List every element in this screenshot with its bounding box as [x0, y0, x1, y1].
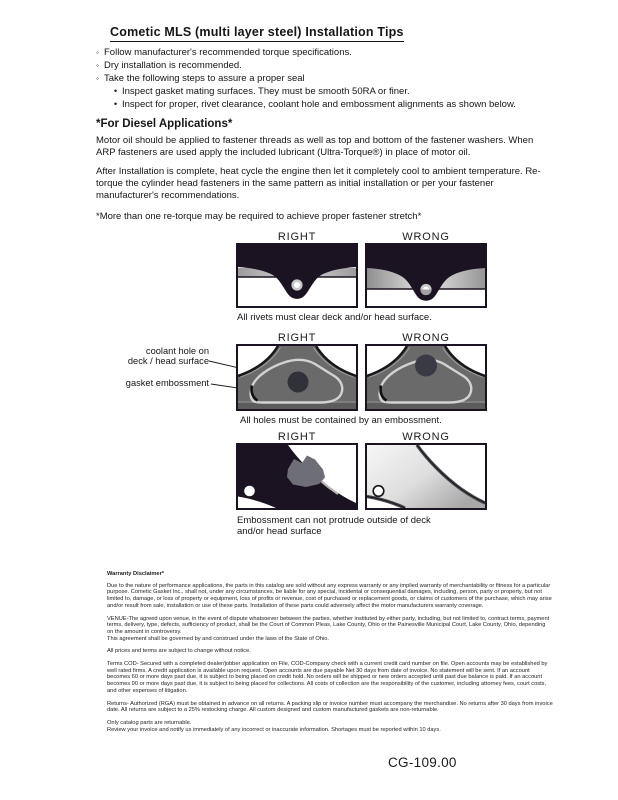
deck-bottom-band — [367, 403, 485, 410]
row3-caption-line2: and/or head surface — [237, 526, 322, 537]
row3-caption-line1: Embossment can not protrude outside of deck — [237, 515, 431, 526]
diesel-heading: *For Diesel Applications* — [96, 118, 233, 130]
disclaimer-paragraph: Due to the nature of performance applications, the parts in this catalog are sold without any express warranty or any implied warranty of merchantability or fitness for a particular purpose. Cometic Gasket Inc., shall not, under any circumstances, be liable for any special, incidental or consequential damages, including, person, party or property, but not limited to, damage, or loss of property or equipment, loss of profits or revenue, cost of purchased or replacement goods, or claims of customers of the purchase, which may arise and/or result from sale, installation or use of these parts. Installation of these parts could adversely affect the motor manufacturers warranty coverage. — [107, 582, 552, 609]
warranty-disclaimer — [107, 571, 553, 733]
bullet-icon: ◦ — [96, 48, 99, 57]
rivet-center-icon — [294, 282, 300, 288]
bolt-hole — [244, 486, 255, 497]
disclaimer-paragraph: This agreement shall be governed by and construed under the laws of the State of Ohio. — [107, 635, 329, 642]
tip-text: Follow manufacturer's recommended torque specifications. — [104, 47, 352, 58]
tip-text: Take the following steps to assure a proper seal — [104, 73, 305, 84]
callout-line: gasket embossment — [125, 378, 209, 388]
tip-text: Inspect gasket mating surfaces. They must be smooth 50RA or finer. — [122, 86, 410, 97]
tip-bullet — [96, 72, 558, 85]
bolt-hole — [373, 486, 384, 497]
diesel-paragraph-2: After Installation is complete, heat cycle the engine then let it completely cool to ambient temperature. Re-torque the cylinder head fasteners in the same pattern as initial installation or per your fastener manufacturer's recommendations. — [96, 166, 541, 201]
rivet-wrong-drawing — [365, 243, 487, 308]
dot-bullet-icon: • — [114, 86, 118, 96]
embossment-wrong-drawing — [365, 344, 487, 411]
right-label: RIGHT — [277, 332, 317, 344]
disclaimer-paragraph: Review your invoice and notify us immediately of any incorrect or inaccurate information. Shortages must be reported within 10 days. — [107, 726, 441, 733]
callout-line: coolant hole on — [145, 346, 209, 356]
tip-text: Dry installation is recommended. — [104, 60, 242, 71]
bullet-icon: ◦ — [96, 74, 99, 83]
wrong-label: WRONG — [402, 431, 450, 443]
figure-rivet-wrong — [365, 231, 487, 308]
protrusion-wrong-drawing — [365, 443, 487, 510]
right-label: RIGHT — [277, 431, 317, 443]
figure-embossment-wrong — [365, 332, 487, 411]
protrusion-right-drawing — [236, 443, 358, 510]
disclaimer-paragraph: Terms COD- Secured with a completed dealer/jobber application on File, COD-Company check with a current credit card number on file. Open accounts may be established by well rated firms. A credit application is available upon request. Open accounts are due payable Net 30 days from date of invoice. No statement will be sent. If an account becomes 60 or more days past due, it is subject to being placed on credit hold. No orders will be shipped or new orders accepted until past due balance is paid. If an account becomes 90 or more days past due, it is subject to being placed for collections. All costs of collection are the responsibility of the customer, including attorney fees, court costs, and other expenses of litigation. — [107, 661, 548, 694]
coolant-hole-misaligned — [415, 355, 437, 377]
figure-embossment-right — [236, 332, 358, 411]
tip-bullet — [96, 46, 558, 59]
intro-section — [96, 46, 558, 223]
disclaimer-paragraph: VENUE-The agreed upon venue, in the event of dispute whatsoever between the parties, whether instituted by either party, including, but not limited to, contract terms, payment terms, delivery, type, defects, sufficiency of product, shall be the Court of Common Pleas, Lake County, Ohio or the Painesville Municipal Court, Lake County, Ohio, depending on the amount in controversy. — [107, 615, 550, 635]
gasket-embossment-callout — [109, 378, 209, 388]
embossment-right-drawing — [236, 344, 358, 411]
row1-caption: All rivets must clear deck and/or head surface. — [237, 312, 432, 323]
bullet-icon: ◦ — [96, 61, 99, 70]
disclaimer-paragraph: All prices and terms are subject to change without notice. — [107, 648, 251, 655]
tip-text: Inspect for proper, rivet clearance, coolant hole and embossment alignments as shown below. — [122, 99, 516, 110]
figure-protrusion-wrong — [365, 431, 487, 510]
tip-sub-bullet — [96, 98, 558, 111]
diesel-paragraph-1: Motor oil should be applied to fastener threads as well as top and bottom of the fastener washers. When ARP fasteners are used apply the included lubricant (Ultra-Torque®) in place of motor oil. — [96, 135, 534, 158]
disclaimer-paragraph: Returns- Authorized (RGA) must be obtained in advance on all returns. A packing slip or invoice number must accompany the merchandise. No returns after 30 days from invoice date. All returns are subject to a 25% restocking charge. All custom designed and custom manufactured gaskets are non-returnable. — [107, 700, 553, 714]
disclaimer-heading: Warranty Disclaimer* — [107, 571, 165, 577]
tip-sub-bullet — [96, 85, 558, 98]
page-title: Cometic MLS (multi layer steel) Installation Tips — [110, 25, 404, 42]
figure-protrusion-right — [236, 431, 358, 510]
wrong-label: WRONG — [402, 332, 450, 344]
row2-caption: All holes must be contained by an embossment. — [240, 415, 442, 426]
retorque-note: *More than one re-torque may be required to achieve proper fastener stretch* — [96, 211, 422, 222]
dot-bullet-icon: • — [114, 99, 118, 109]
figure-rivet-right — [236, 231, 358, 308]
coolant-hole-callout — [109, 346, 209, 366]
coolant-hole — [288, 372, 309, 393]
rivet-right-drawing — [236, 243, 358, 308]
row3-caption — [237, 515, 431, 537]
disclaimer-paragraph: Only catalog parts are returnable. — [107, 719, 192, 726]
right-label: RIGHT — [277, 231, 317, 243]
deck-bottom-band — [238, 403, 356, 410]
wrong-label: WRONG — [402, 231, 450, 243]
callout-line: deck / head surface — [127, 356, 209, 366]
document-code: CG-109.00 — [388, 755, 457, 770]
tip-bullet — [96, 59, 558, 72]
